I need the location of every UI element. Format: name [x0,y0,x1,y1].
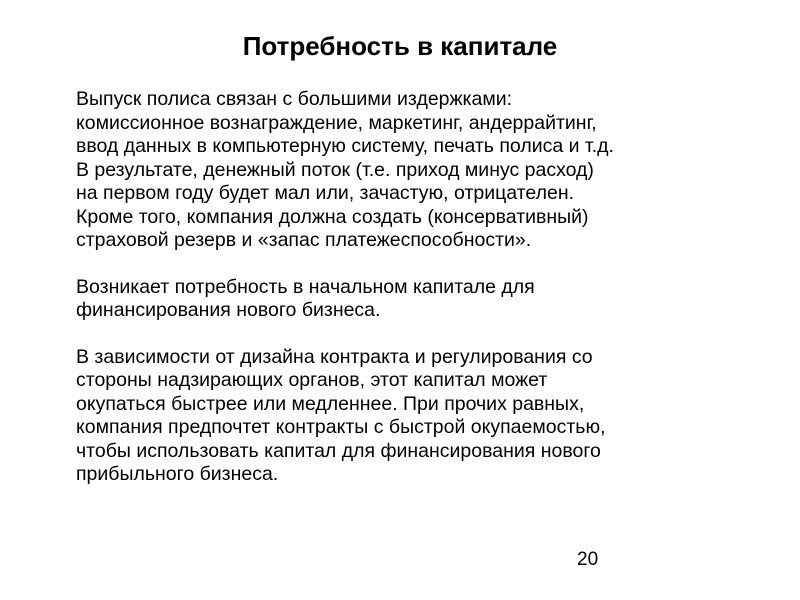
paragraph-publishing-costs: Выпуск полиса связан с большими издержками: комиссионное вознаграждение, маркетинг, андеррайтинг, ввод данных в компьютерную систему, печать полиса и т.д. В результате, денежный поток (т.е. приход минус расход) на первом году будет мал или, зачастую, отрицателен. Кроме того, компания должна создать (консервативный) страховой резерв и «запас платежеспособности». [76,88,614,251]
page-number: 20 [577,549,599,570]
paragraph-initial-capital-need: Возникает потребность в начальном капитале для финансирования нового бизнеса. [76,275,535,321]
paragraph-capital-payback: В зависимости от дизайна контракта и регулирования со стороны надзирающих органов, этот капитал может окупаться быстрее или медленнее. При прочих равных, компания предпочтет контракты с быстрой окупаемостью, чтобы использовать капитал для финансирования нового прибыльного бизнеса. [76,345,606,485]
slide-title: Потребность в капитале [242,31,558,61]
slide-body [76,88,776,487]
